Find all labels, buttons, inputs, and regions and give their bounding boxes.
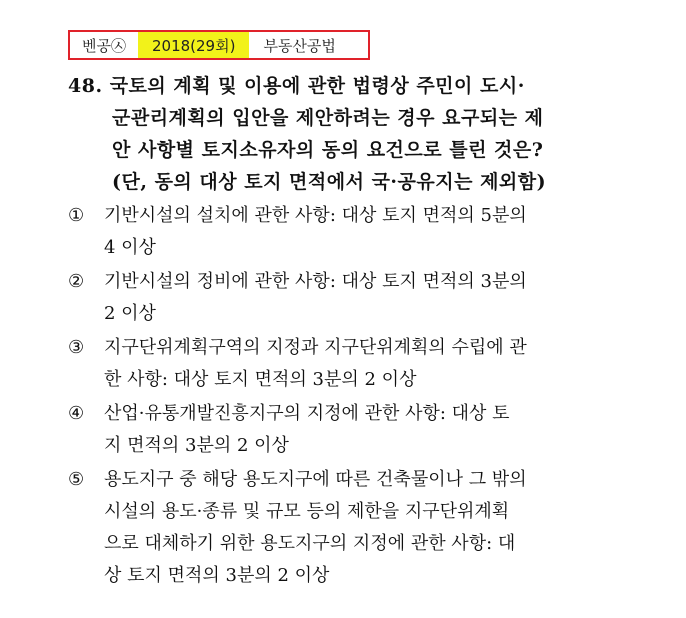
exam-subject: 부동산공법 [263, 36, 336, 55]
question-line-1: 48. 국토의 계획 및 이용에 관한 법령상 주민이 도시· [68, 75, 525, 97]
choice-3-line: 지구단위계획구역의 지정과 지구단위계획의 수립에 관 [104, 337, 527, 358]
choice-list [68, 200, 638, 594]
choice-5-line: 용도지구 중 해당 용도지구에 따른 건축물이나 그 밖의 [104, 469, 527, 490]
question-text [68, 70, 628, 198]
choice-1-line: 기반시설의 설치에 관한 사항: 대상 토지 면적의 5분의 [104, 205, 527, 226]
choice-4-line: 지 면적의 3분의 2 이상 [104, 435, 289, 456]
choice-2[interactable] [68, 266, 638, 330]
choice-1[interactable] [68, 200, 638, 264]
choice-2-line: 기반시설의 정비에 관한 사항: 대상 토지 면적의 3분의 [104, 271, 527, 292]
choice-3-mark: ③ [68, 337, 85, 358]
choice-5-line: 으로 대체하기 위한 용도지구의 지정에 관한 사항: 대 [104, 533, 516, 554]
choice-5-line: 시설의 용도·종류 및 규모 등의 제한을 지구단위계획 [104, 501, 510, 522]
choice-4-line: 산업·유통개발진흥지구의 지정에 관한 사항: 대상 토 [104, 403, 510, 424]
exam-tag: 벤공㉦ [82, 36, 126, 55]
question-line-2: 군관리계획의 입안을 제안하려는 경우 요구되는 제 [112, 107, 544, 129]
exam-year: 2018(29회) [138, 32, 249, 58]
choice-3[interactable] [68, 332, 638, 396]
choice-2-line: 2 이상 [104, 303, 156, 324]
question-number: 48. [68, 75, 103, 97]
choice-1-mark: ① [68, 205, 85, 226]
question-line-4: (단, 동의 대상 토지 면적에서 국·공유지는 제외함) [112, 171, 547, 193]
choice-5-line: 상 토지 면적의 3분의 2 이상 [104, 565, 330, 586]
question-line-3: 안 사항별 토지소유자의 동의 요건으로 틀린 것은? [112, 139, 544, 161]
exam-header [68, 30, 370, 60]
choice-2-mark: ② [68, 271, 85, 292]
choice-5[interactable] [68, 464, 638, 592]
choice-1-line: 4 이상 [104, 237, 156, 258]
choice-5-mark: ⑤ [68, 469, 85, 490]
choice-4-mark: ④ [68, 403, 85, 424]
choice-3-line: 한 사항: 대상 토지 면적의 3분의 2 이상 [104, 369, 417, 390]
choice-4[interactable] [68, 398, 638, 462]
